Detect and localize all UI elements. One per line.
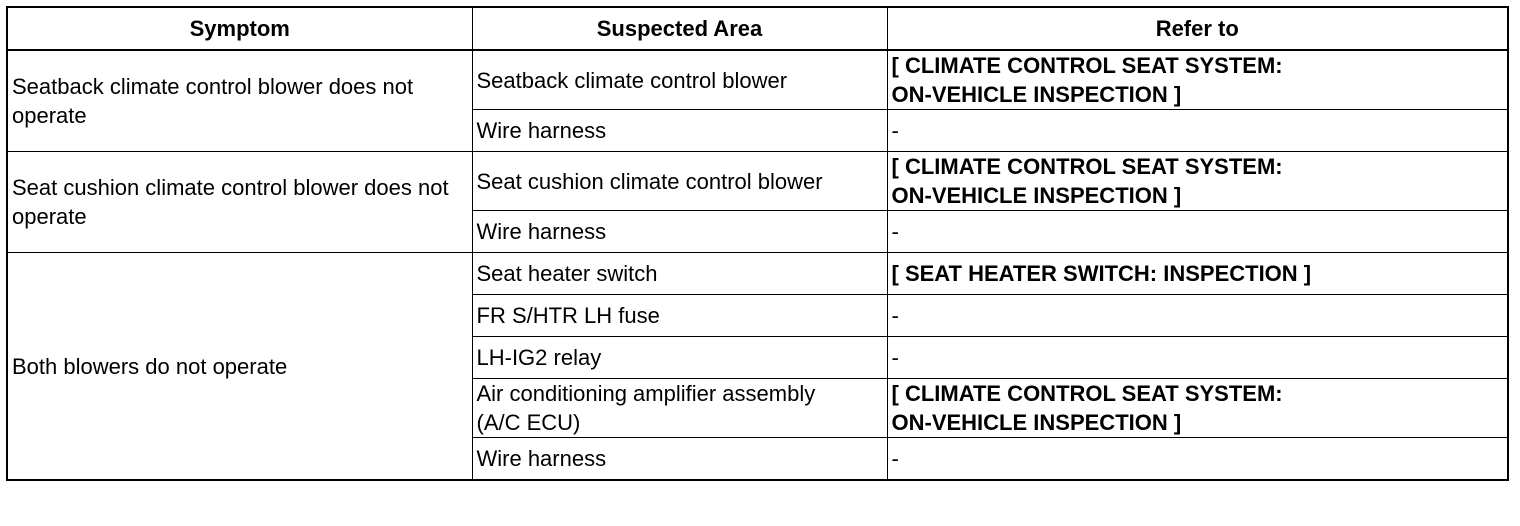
- refer-dash: -: [891, 446, 899, 471]
- area-text-line: Air conditioning amplifier assembly: [476, 381, 816, 406]
- symptom-cell: Seatback climate control blower does not operate: [7, 50, 472, 152]
- table-row: [7, 152, 1508, 211]
- refer-dash: -: [891, 118, 899, 143]
- refer-dash: -: [891, 345, 899, 370]
- troubleshooting-table: [6, 6, 1509, 481]
- refer-to-cell: [887, 438, 1508, 481]
- refer-text-line: ON-VEHICLE INSPECTION ]: [891, 82, 1182, 107]
- suspected-area-cell: Seat cushion climate control blower: [472, 152, 887, 211]
- refer-to-link[interactable]: [887, 379, 1508, 438]
- refer-text-line: [ CLIMATE CONTROL SEAT SYSTEM:: [891, 53, 1283, 78]
- table-row: [7, 253, 1508, 295]
- refer-text-line: ON-VEHICLE INSPECTION ]: [891, 183, 1182, 208]
- symptom-cell: Seat cushion climate control blower does not operate: [7, 152, 472, 253]
- suspected-area-cell: Seatback climate control blower: [472, 50, 887, 110]
- suspected-area-cell: Wire harness: [472, 110, 887, 152]
- refer-to-cell: [887, 211, 1508, 253]
- refer-to-link[interactable]: [ SEAT HEATER SWITCH: INSPECTION ]: [887, 253, 1508, 295]
- refer-to-link[interactable]: [887, 50, 1508, 110]
- refer-to-cell: [887, 110, 1508, 152]
- area-text-line: (A/C ECU): [476, 410, 581, 435]
- suspected-area-cell: Seat heater switch: [472, 253, 887, 295]
- refer-to-link[interactable]: [887, 152, 1508, 211]
- refer-dash: -: [891, 219, 899, 244]
- table-row: [7, 50, 1508, 110]
- symptom-cell: Both blowers do not operate: [7, 253, 472, 481]
- header-row: [7, 7, 1508, 50]
- refer-dash: -: [891, 303, 899, 328]
- refer-text-line: [ CLIMATE CONTROL SEAT SYSTEM:: [891, 381, 1283, 406]
- suspected-area-cell: Wire harness: [472, 211, 887, 253]
- refer-to-cell: [887, 295, 1508, 337]
- header-symptom: Symptom: [7, 7, 472, 50]
- header-suspected-area: Suspected Area: [472, 7, 887, 50]
- suspected-area-cell: Wire harness: [472, 438, 887, 481]
- refer-to-cell: [887, 337, 1508, 379]
- refer-text-line: [ CLIMATE CONTROL SEAT SYSTEM:: [891, 154, 1283, 179]
- suspected-area-cell: LH-IG2 relay: [472, 337, 887, 379]
- refer-text-line: ON-VEHICLE INSPECTION ]: [891, 410, 1182, 435]
- suspected-area-cell: FR S/HTR LH fuse: [472, 295, 887, 337]
- header-refer-to: Refer to: [887, 7, 1508, 50]
- suspected-area-cell: [472, 379, 887, 438]
